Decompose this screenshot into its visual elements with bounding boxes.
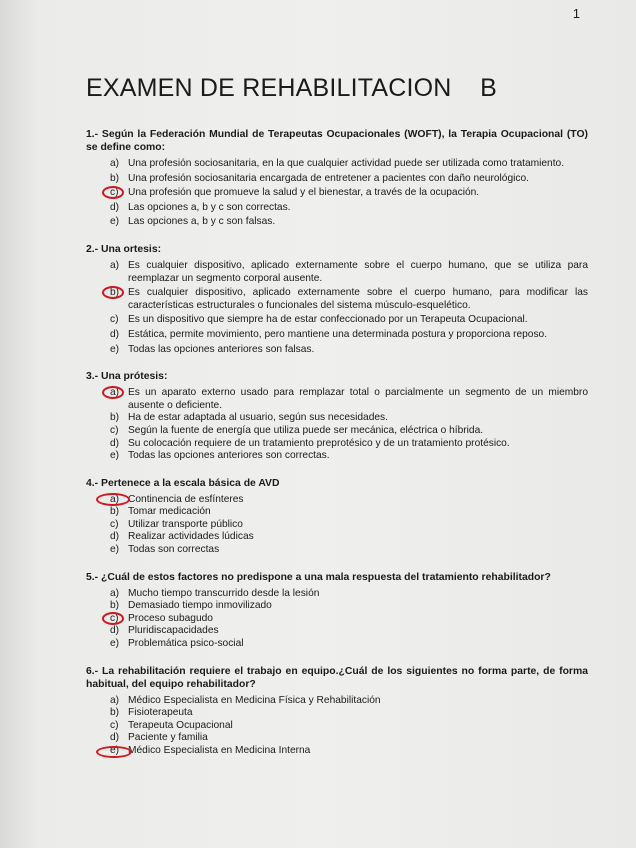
question-4 bbox=[86, 477, 588, 557]
option-text: Todas las opciones anteriores son correctas. bbox=[128, 450, 330, 462]
option-letter: a) bbox=[110, 387, 120, 399]
question-text: 6.- La rehabilitación requiere el trabajo en equipo.¿Cuál de los siguientes no forma parte, de forma habitual, del equipo rehabilitador? bbox=[86, 665, 588, 690]
option-letter: d) bbox=[110, 328, 120, 340]
option-letter: d) bbox=[110, 201, 120, 213]
question-text: 1.- Según la Federación Mundial de Terapeutas Ocupacionales (WOFT), la Terapia Ocupacional (TO) se define como: bbox=[86, 129, 588, 153]
option-letter: a) bbox=[110, 259, 120, 271]
option-text: Es cualquier dispositivo, aplicado externamente sobre el cuerpo humano, para modificar las características estructurales o funcionales del sistema músculo-esquelético. bbox=[128, 287, 588, 311]
option-text: Paciente y familia bbox=[128, 732, 208, 744]
question-1 bbox=[86, 128, 588, 229]
option-text: Una profesión que promueve la salud y el bienestar, a través de la ocupación. bbox=[128, 187, 480, 199]
option-c[interactable] bbox=[110, 425, 588, 438]
option-d[interactable] bbox=[110, 438, 588, 451]
questions-list bbox=[86, 128, 588, 772]
option-letter: b) bbox=[110, 600, 120, 612]
option-list bbox=[86, 387, 588, 463]
option-text: Mucho tiempo transcurrido desde la lesión bbox=[128, 587, 320, 599]
option-text: Todas son correctas bbox=[128, 544, 220, 556]
option-letter: b) bbox=[110, 707, 120, 719]
option-letter: e) bbox=[110, 638, 120, 650]
option-letter: c) bbox=[110, 424, 119, 436]
option-a-selected[interactable] bbox=[110, 494, 588, 507]
option-a-selected[interactable] bbox=[110, 387, 588, 412]
option-list bbox=[86, 588, 588, 651]
page-number: 1 bbox=[572, 6, 580, 21]
option-text: Estática, permite movimiento, pero mantiene una determinada postura y proporciona reposo. bbox=[128, 328, 548, 340]
option-text: Tomar medicación bbox=[128, 506, 211, 518]
question-text: 2.- Una ortesis: bbox=[86, 243, 162, 255]
option-letter: c) bbox=[110, 187, 119, 199]
option-letter: e) bbox=[110, 343, 120, 355]
option-letter: b) bbox=[110, 506, 120, 518]
option-letter: e) bbox=[110, 544, 120, 556]
option-letter: c) bbox=[110, 612, 119, 624]
option-letter: d) bbox=[110, 732, 120, 744]
option-a[interactable] bbox=[110, 588, 588, 601]
option-text: Fisioterapeuta bbox=[128, 707, 193, 719]
option-letter: e) bbox=[110, 450, 120, 462]
option-d[interactable] bbox=[110, 625, 588, 638]
option-text: Es un aparato externo usado para remplazar total o parcialmente un segmento de un miembro ausente o deficiente. bbox=[128, 387, 588, 411]
exam-title: EXAMEN DE REHABILITACION B bbox=[86, 74, 497, 102]
option-a[interactable] bbox=[110, 695, 588, 708]
option-text: Demasiado tiempo inmovilizado bbox=[128, 600, 272, 612]
option-text: Médico Especialista en Medicina Física y Rehabilitación bbox=[128, 694, 381, 706]
option-letter: e) bbox=[110, 745, 120, 756]
option-letter: c) bbox=[110, 719, 119, 731]
question-text: 5.- ¿Cuál de estos factores no predispone a una mala respuesta del tratamiento rehabilitador? bbox=[86, 571, 551, 583]
option-letter: e) bbox=[110, 216, 120, 228]
option-text: Es cualquier dispositivo, aplicado externamente sobre el cuerpo humano, que se utiliza para reemplazar un segmento corporal ausente. bbox=[128, 259, 588, 284]
option-b[interactable] bbox=[110, 506, 588, 519]
option-list bbox=[86, 695, 588, 758]
option-letter: b) bbox=[110, 172, 120, 184]
option-letter: a) bbox=[110, 694, 120, 706]
option-e[interactable] bbox=[110, 216, 588, 229]
option-text: Es un dispositivo que siempre ha de estar confeccionado por un Terapeuta Ocupacional. bbox=[128, 314, 528, 326]
option-text: Proceso subagudo bbox=[128, 612, 213, 624]
option-text: Pluridiscapacidades bbox=[128, 625, 219, 637]
option-c[interactable] bbox=[110, 519, 588, 532]
option-letter: b) bbox=[110, 287, 120, 299]
option-text: Todas las opciones anteriores son falsas. bbox=[128, 343, 315, 355]
option-d[interactable] bbox=[110, 732, 588, 745]
option-c[interactable] bbox=[110, 720, 588, 733]
option-text: Realizar actividades lúdicas bbox=[128, 531, 254, 543]
option-e-selected[interactable] bbox=[110, 745, 588, 758]
option-text: Las opciones a, b y c son correctas. bbox=[128, 201, 291, 213]
option-text: Médico Especialista en Medicina Interna bbox=[128, 745, 311, 756]
question-3 bbox=[86, 370, 588, 463]
option-letter: a) bbox=[110, 158, 120, 169]
option-list bbox=[86, 158, 588, 229]
question-5 bbox=[86, 571, 588, 651]
option-c[interactable] bbox=[110, 314, 588, 327]
option-b-selected[interactable] bbox=[110, 287, 588, 312]
option-letter: c) bbox=[110, 314, 119, 326]
option-letter: c) bbox=[110, 518, 119, 530]
option-text: Las opciones a, b y c son falsas. bbox=[128, 216, 276, 228]
option-letter: d) bbox=[110, 437, 120, 449]
option-b[interactable] bbox=[110, 600, 588, 613]
option-d[interactable] bbox=[110, 531, 588, 544]
option-text: Según la fuente de energía que utiliza puede ser mecánica, eléctrica o híbrida. bbox=[128, 424, 484, 436]
option-list bbox=[86, 260, 588, 356]
option-letter: b) bbox=[110, 412, 120, 424]
option-d[interactable] bbox=[110, 202, 588, 215]
option-e[interactable] bbox=[110, 344, 588, 357]
option-a[interactable] bbox=[110, 158, 588, 171]
option-b[interactable] bbox=[110, 173, 588, 186]
option-text: Continencia de esfínteres bbox=[128, 493, 244, 505]
option-letter: a) bbox=[110, 493, 120, 505]
option-b[interactable] bbox=[110, 412, 588, 425]
option-letter: d) bbox=[110, 625, 120, 637]
option-d[interactable] bbox=[110, 329, 588, 342]
option-c-selected[interactable] bbox=[110, 187, 588, 200]
option-c-selected[interactable] bbox=[110, 613, 588, 626]
question-text: 4.- Pertenece a la escala básica de AVD bbox=[86, 477, 280, 489]
option-a[interactable] bbox=[110, 260, 588, 285]
option-letter: d) bbox=[110, 531, 120, 543]
option-text: Utilizar transporte público bbox=[128, 518, 243, 530]
option-e[interactable] bbox=[110, 544, 588, 557]
option-letter: a) bbox=[110, 587, 120, 599]
option-text: Una profesión sociosanitaria, en la que cualquier actividad puede ser utilizada como tratamiento. bbox=[128, 158, 565, 169]
option-text: Una profesión sociosanitaria encargada de entretener a pacientes con daño neurológico. bbox=[128, 172, 529, 184]
option-text: Ha de estar adaptada al usuario, según sus necesidades. bbox=[128, 412, 388, 424]
option-e[interactable] bbox=[110, 450, 588, 463]
option-e[interactable] bbox=[110, 638, 588, 651]
option-text: Su colocación requiere de un tratamiento preprotésico y de un tratamiento protésico. bbox=[128, 437, 510, 449]
question-text: 3.- Una prótesis: bbox=[86, 371, 168, 383]
option-text: Problemática psico-social bbox=[128, 638, 244, 650]
question-6 bbox=[86, 665, 588, 758]
option-text: Terapeuta Ocupacional bbox=[128, 719, 233, 731]
option-list bbox=[86, 494, 588, 557]
question-2 bbox=[86, 243, 588, 356]
option-b[interactable] bbox=[110, 707, 588, 720]
